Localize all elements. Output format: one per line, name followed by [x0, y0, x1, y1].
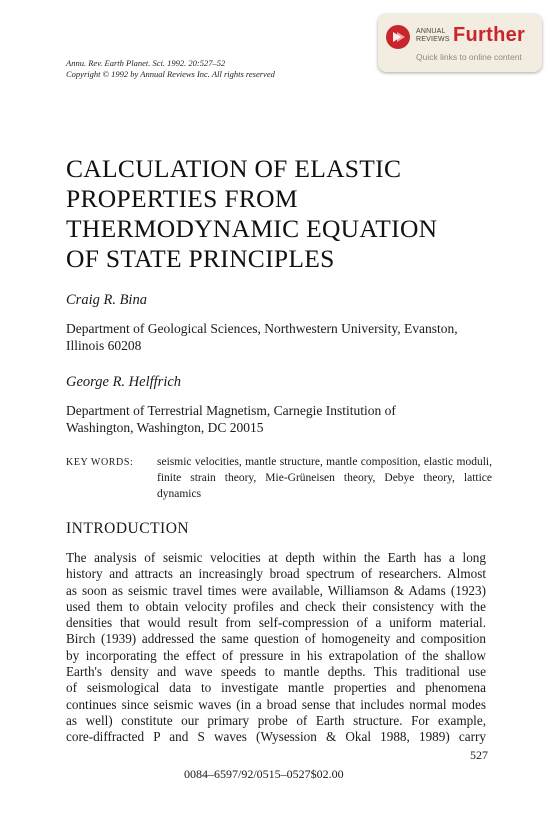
body-line: history and attracts an increasingly broad spectrum of researchers. Almost	[66, 566, 486, 582]
page-number: 527	[470, 748, 488, 762]
author-name: Craig R. Bina	[66, 292, 147, 308]
affiliation-line: Department of Geological Sciences, Northwestern University, Evanston,	[66, 321, 458, 336]
annual-reviews-logo-icon	[386, 25, 410, 49]
affiliation-line: Department of Terrestrial Magnetism, Carnegie Institution of	[66, 403, 396, 418]
title-line: OF STATE PRINCIPLES	[66, 244, 335, 273]
affiliation-line: Illinois 60208	[66, 338, 142, 353]
body-line: Earth's density and wave speeds to mantle depths. This traditional use	[66, 664, 486, 680]
body-line: as well) constitute our primary probe of Earth structure. For example,	[66, 712, 486, 728]
author-affiliation	[66, 402, 496, 436]
publisher-name: ANNUAL REVIEWS	[416, 28, 450, 43]
body-line: Birch (1939) addressed the same question of homogeneity and composition	[66, 631, 486, 647]
title-line: THERMODYNAMIC EQUATION	[66, 214, 438, 243]
author-affiliation	[66, 320, 496, 354]
body-line: continues since seismic waves (in a broad sense that includes normal modes	[66, 696, 486, 712]
title-line: PROPERTIES FROM	[66, 184, 298, 213]
author-name: George R. Helffrich	[66, 374, 182, 390]
further-badge[interactable]	[378, 14, 542, 72]
journal-citation: Annu. Rev. Earth Planet. Sci. 1992. 20:527–52	[66, 58, 226, 68]
body-line: as soon as seismic travel times were available, Williamson & Adams (1923)	[66, 582, 486, 598]
journal-copyright: Copyright © 1992 by Annual Reviews Inc. All rights reserved	[66, 69, 275, 79]
section-heading: INTRODUCTION	[66, 520, 190, 537]
further-wordmark[interactable]: Further	[453, 24, 526, 46]
body-line: core-diffracted P and S waves (Wysession & Okal 1988, 1989) carry	[66, 729, 486, 745]
body-paragraph	[66, 550, 486, 746]
keywords-label: KEY WORDS:	[66, 457, 134, 468]
body-line: used them to obtain velocity profiles and check their consistency with the	[66, 598, 486, 614]
body-line: The analysis of seismic velocities at depth within the Earth has a long	[66, 550, 486, 565]
body-line: densities that would result from self-compression of a uniform material.	[66, 615, 486, 631]
title-line: CALCULATION OF ELASTIC	[66, 154, 402, 183]
journal-citation-block	[66, 58, 275, 80]
body-line: by incorporating the effect of pressure in his extrapolation of the shallow	[66, 647, 486, 663]
body-line: of seismological data to investigate mantle properties and phenomena	[66, 680, 486, 696]
further-subtitle[interactable]: Quick links to online content	[416, 52, 522, 62]
footer-code: 0084–6597/92/0515–0527$02.00	[184, 767, 344, 781]
keywords-text: seismic velocities, mantle structure, mantle composition, elastic moduli, finite strain theory, Mie-Grüneisen theory, Debye theory, lattice dynamics	[157, 456, 492, 500]
affiliation-line: Washington, Washington, DC 20015	[66, 420, 264, 435]
article-title	[66, 154, 506, 274]
